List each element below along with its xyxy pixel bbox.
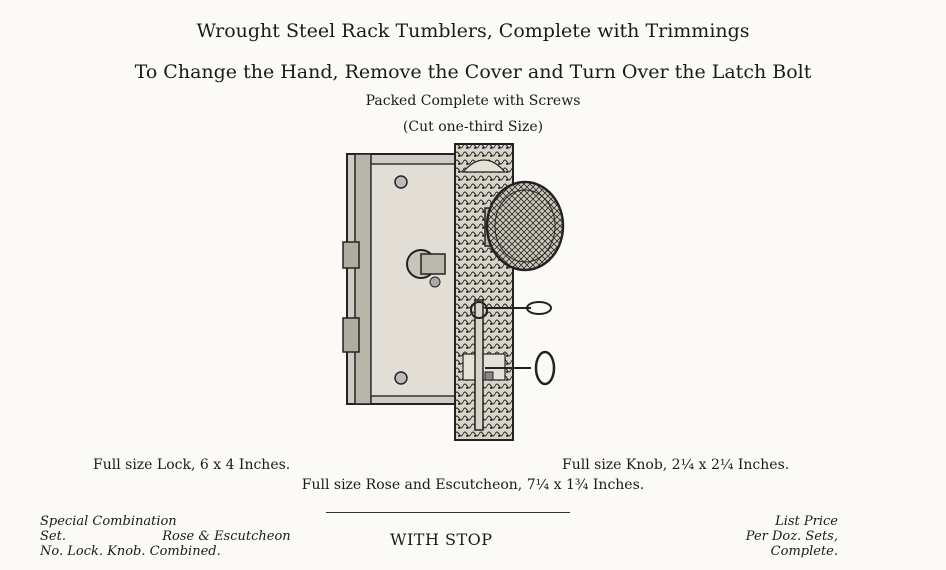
left-header-rose-escutcheon: Rose & Escutcheon	[162, 529, 291, 544]
left-column-header	[40, 514, 291, 559]
right-column-header	[746, 514, 838, 559]
left-header-line-2	[40, 529, 291, 544]
page-title: Wrought Steel Rack Tumblers, Complete with Trimmings	[196, 20, 750, 42]
right-header-line-2: Per Doz. Sets,	[745, 529, 838, 544]
lock-case	[343, 154, 465, 404]
scale-note: (Cut one-third Size)	[402, 119, 544, 135]
lock-set-illustration	[335, 142, 575, 448]
right-header-line-1: List Price	[775, 514, 838, 529]
right-header-line-3: Complete.	[770, 544, 838, 559]
knob-size-spec: Full size Knob, 2¼ x 2¼ Inches.	[562, 457, 790, 473]
packing-note: Packed Complete with Screws	[365, 93, 581, 109]
with-stop-header: WITH STOP	[390, 530, 493, 549]
cropped-table-row	[40, 564, 920, 570]
instruction-line: To Change the Hand, Remove the Cover and Turn Over the Latch Bolt	[134, 61, 812, 83]
left-header-line-3: No. Lock. Knob. Combined.	[40, 544, 221, 559]
divider-rule	[326, 512, 570, 513]
knob	[485, 182, 563, 270]
lock-size-spec: Full size Lock, 6 x 4 Inches.	[93, 457, 291, 473]
left-header-set: Set.	[40, 529, 66, 544]
rose-escutcheon-size-spec: Full size Rose and Escutcheon, 7¼ x 1¾ Inches.	[301, 477, 645, 493]
left-header-line-1: Special Combination	[40, 514, 177, 529]
